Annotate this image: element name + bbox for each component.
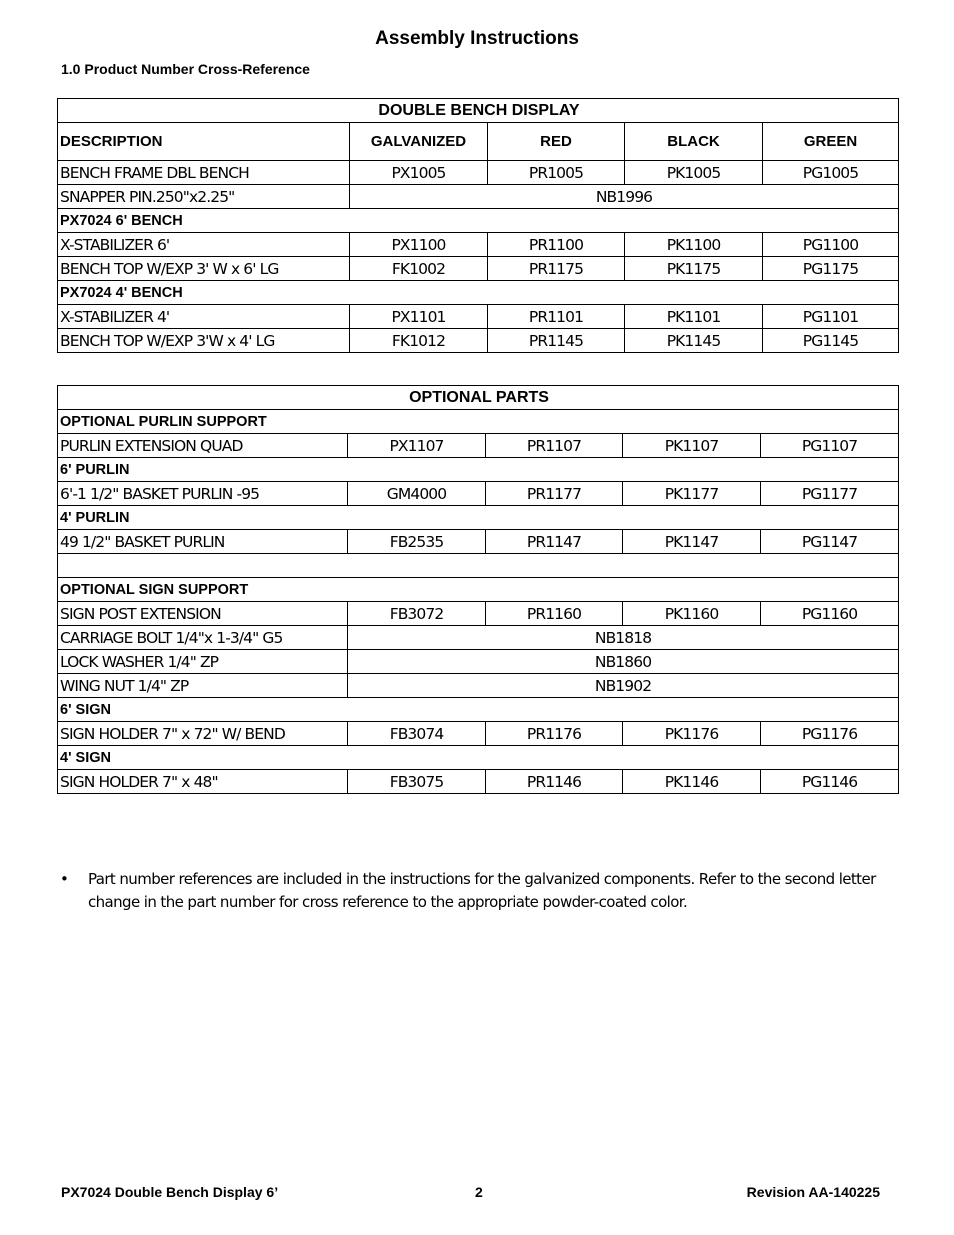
- part-number-black: PK1005: [625, 161, 763, 185]
- part-number-galvanized: PX1005: [350, 161, 488, 185]
- table-row: [58, 722, 899, 746]
- part-number-green: PG1177: [761, 482, 899, 506]
- table-row: [58, 233, 899, 257]
- optional-parts-table: [57, 385, 899, 794]
- part-number-all-colors: NB1996: [350, 185, 899, 209]
- page-title: Assembly Instructions: [375, 28, 579, 49]
- part-number-black: PK1160: [623, 602, 761, 626]
- column-header: GREEN: [763, 123, 899, 161]
- section-row: [58, 458, 899, 482]
- part-number-green: PG1107: [761, 434, 899, 458]
- section-label: PX7024 4' BENCH: [58, 281, 899, 305]
- table-row: [58, 530, 899, 554]
- part-number-galvanized: FB3074: [348, 722, 486, 746]
- part-description: X-STABILIZER 6': [58, 233, 350, 257]
- table-row: [58, 329, 899, 353]
- part-number-green: PG1100: [763, 233, 899, 257]
- column-header: BLACK: [625, 123, 763, 161]
- part-number-green: PG1147: [761, 530, 899, 554]
- part-number-all-colors: NB1860: [348, 650, 899, 674]
- part-description: BENCH TOP W/EXP 3' W x 6' LG: [58, 257, 350, 281]
- part-number-red: PR1107: [486, 434, 623, 458]
- part-number-galvanized: PX1101: [350, 305, 488, 329]
- part-number-green: PG1005: [763, 161, 899, 185]
- table-row: [58, 161, 899, 185]
- table-caption: OPTIONAL PARTS: [58, 386, 899, 410]
- part-description: SIGN HOLDER 7" x 48": [58, 770, 348, 794]
- table-row: [58, 305, 899, 329]
- footer-document-name: PX7024 Double Bench Display 6’: [61, 1184, 279, 1200]
- part-number-red: PR1176: [486, 722, 623, 746]
- part-number-red: PR1005: [488, 161, 625, 185]
- part-description: LOCK WASHER 1/4" ZP: [58, 650, 348, 674]
- part-number-red: PR1177: [486, 482, 623, 506]
- section-row: [58, 506, 899, 530]
- double-bench-table: [57, 98, 899, 353]
- column-header: GALVANIZED: [350, 123, 488, 161]
- part-number-green: PG1145: [763, 329, 899, 353]
- table-row: [58, 650, 899, 674]
- table-row: [58, 554, 899, 578]
- section-row: [58, 746, 899, 770]
- part-number-all-colors: NB1902: [348, 674, 899, 698]
- table-row: [58, 482, 899, 506]
- table-row: [58, 257, 899, 281]
- table-row: [58, 626, 899, 650]
- part-description: SIGN POST EXTENSION: [58, 602, 348, 626]
- blank-cell: [58, 554, 899, 578]
- section-heading: 1.0 Product Number Cross-Reference: [61, 61, 310, 77]
- table-caption: DOUBLE BENCH DISPLAY: [58, 99, 899, 123]
- part-number-galvanized: FB2535: [348, 530, 486, 554]
- part-description: SNAPPER PIN.250"x2.25": [58, 185, 350, 209]
- part-description: BENCH FRAME DBL BENCH: [58, 161, 350, 185]
- footer-revision: Revision AA-140225: [746, 1184, 880, 1200]
- part-description: SIGN HOLDER 7" x 72" W/ BEND: [58, 722, 348, 746]
- section-label: OPTIONAL SIGN SUPPORT: [58, 578, 899, 602]
- table-caption-row: [58, 99, 899, 123]
- part-description: CARRIAGE BOLT 1/4"x 1-3/4" G5: [58, 626, 348, 650]
- part-number-all-colors: NB1818: [348, 626, 899, 650]
- part-number-galvanized: PX1107: [348, 434, 486, 458]
- part-number-black: PK1107: [623, 434, 761, 458]
- table-row: [58, 602, 899, 626]
- part-number-green: PG1146: [761, 770, 899, 794]
- part-number-red: PR1146: [486, 770, 623, 794]
- part-number-green: PG1176: [761, 722, 899, 746]
- section-label: PX7024 6' BENCH: [58, 209, 899, 233]
- section-label: 6' SIGN: [58, 698, 899, 722]
- section-label: 4' SIGN: [58, 746, 899, 770]
- column-header: RED: [488, 123, 625, 161]
- part-number-black: PK1146: [623, 770, 761, 794]
- part-number-galvanized: FK1002: [350, 257, 488, 281]
- part-number-green: PG1101: [763, 305, 899, 329]
- part-number-red: PR1145: [488, 329, 625, 353]
- part-number-galvanized: FB3075: [348, 770, 486, 794]
- part-number-galvanized: FB3072: [348, 602, 486, 626]
- part-description: X-STABILIZER 4': [58, 305, 350, 329]
- part-number-red: PR1160: [486, 602, 623, 626]
- table-row: [58, 434, 899, 458]
- part-number-galvanized: FK1012: [350, 329, 488, 353]
- part-number-green: PG1175: [763, 257, 899, 281]
- part-description: 6'-1 1/2" BASKET PURLIN -95: [58, 482, 348, 506]
- part-number-red: PR1101: [488, 305, 625, 329]
- note-list-item: [60, 868, 900, 914]
- part-number-red: PR1147: [486, 530, 623, 554]
- section-row: [58, 698, 899, 722]
- table-caption-row: [58, 386, 899, 410]
- bullet-icon: •: [60, 870, 69, 888]
- table-row: [58, 770, 899, 794]
- column-header: DESCRIPTION: [58, 123, 350, 161]
- part-description: 49 1/2" BASKET PURLIN: [58, 530, 348, 554]
- note-text: Part number references are included in the instructions for the galvanized components. Refer to the second letter change in the part number for cross reference to the appropriate powder-coated color.: [88, 870, 876, 911]
- part-number-black: PK1175: [625, 257, 763, 281]
- part-number-black: PK1145: [625, 329, 763, 353]
- part-number-black: PK1101: [625, 305, 763, 329]
- part-number-galvanized: PX1100: [350, 233, 488, 257]
- footer-page-number: 2: [475, 1184, 483, 1200]
- table-row: [58, 185, 899, 209]
- table-row: [58, 674, 899, 698]
- part-number-black: PK1100: [625, 233, 763, 257]
- section-row: [58, 281, 899, 305]
- section-label: 6' PURLIN: [58, 458, 899, 482]
- section-row: [58, 578, 899, 602]
- part-number-red: PR1175: [488, 257, 625, 281]
- part-description: BENCH TOP W/EXP 3'W x 4' LG: [58, 329, 350, 353]
- section-row: [58, 410, 899, 434]
- part-number-galvanized: GM4000: [348, 482, 486, 506]
- section-label: OPTIONAL PURLIN SUPPORT: [58, 410, 899, 434]
- section-row: [58, 209, 899, 233]
- part-number-red: PR1100: [488, 233, 625, 257]
- part-number-black: PK1176: [623, 722, 761, 746]
- part-description: PURLIN EXTENSION QUAD: [58, 434, 348, 458]
- part-number-black: PK1147: [623, 530, 761, 554]
- section-label: 4' PURLIN: [58, 506, 899, 530]
- part-number-black: PK1177: [623, 482, 761, 506]
- table-header-row: [58, 123, 899, 161]
- part-description: WING NUT 1/4" ZP: [58, 674, 348, 698]
- part-number-green: PG1160: [761, 602, 899, 626]
